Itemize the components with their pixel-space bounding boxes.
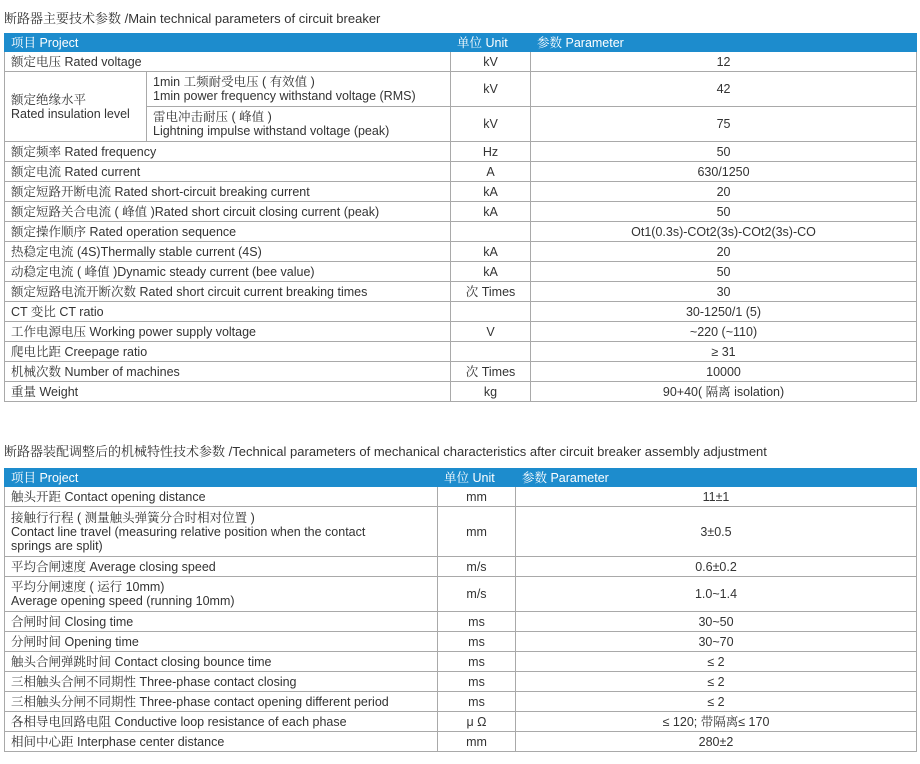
row-parameter: 11±1 (516, 487, 917, 507)
row-unit (451, 342, 531, 362)
table2-title: 断路器装配调整后的机械特性技术参数 /Technical parameters of mechanical characteristics after circuit breaker assembly adjustment (4, 444, 767, 459)
table-row (5, 612, 917, 632)
row-unit: kV (451, 52, 531, 72)
row-unit (451, 222, 531, 242)
row-unit: 次 Times (451, 362, 531, 382)
row-parameter: ≤ 2 (516, 672, 917, 692)
row-parameter: 3±0.5 (516, 507, 917, 557)
row-parameter: 630/1250 (531, 162, 917, 182)
row-unit: ms (438, 612, 516, 632)
row-parameter: 42 (531, 72, 917, 107)
sub-project-line1: 雷电冲击耐压 ( 峰值 ) (153, 110, 272, 124)
row-project: 额定短路电流开断次数 Rated short circuit current breaking times (5, 282, 451, 302)
table-row (5, 362, 917, 382)
insulation-level-cn: 额定绝缘水平 (11, 92, 87, 107)
header-parameter: 参数 Parameter (516, 469, 917, 487)
row-parameter: 10000 (531, 362, 917, 382)
row-project: 触头合闸弹跳时间 Contact closing bounce time (5, 652, 438, 672)
main-parameters-table (4, 33, 917, 402)
row-project: 重量 Weight (5, 382, 451, 402)
table-row (5, 382, 917, 402)
table-row (5, 52, 917, 72)
row-project: 爬电比距 Creepage ratio (5, 342, 451, 362)
table-row (5, 507, 917, 557)
insulation-level-en: Rated insulation level (11, 106, 130, 121)
table1-header-row (5, 34, 917, 52)
row-unit (451, 302, 531, 322)
row-project-line1: 平均分闸速度 ( 运行 10mm) (11, 580, 165, 594)
row-parameter: 1.0~1.4 (516, 577, 917, 612)
row-parameter: 20 (531, 242, 917, 262)
header-project: 项目 Project (5, 34, 451, 52)
row-unit: m/s (438, 577, 516, 612)
row-project: 分闸时间 Opening time (5, 632, 438, 652)
row-project: 动稳定电流 ( 峰值 )Dynamic steady current (bee value) (5, 262, 451, 282)
row-unit: kA (451, 202, 531, 222)
row-project: 三相触头合闸不同期性 Three-phase contact closing (5, 672, 438, 692)
row-project: 相间中心距 Interphase center distance (5, 732, 438, 752)
row-parameter: 90+40( 隔离 isolation) (531, 382, 917, 402)
row-unit: A (451, 162, 531, 182)
row-parameter: 30 (531, 282, 917, 302)
row-parameter: 50 (531, 202, 917, 222)
row-project: 额定电流 Rated current (5, 162, 451, 182)
table-row (5, 242, 917, 262)
row-parameter: 0.6±0.2 (516, 557, 917, 577)
table-row (5, 732, 917, 752)
table-row (5, 692, 917, 712)
row-parameter: 280±2 (516, 732, 917, 752)
row-unit: m/s (438, 557, 516, 577)
mechanical-parameters-table (4, 468, 917, 752)
row-project: 各相导电回路电阻 Conductive loop resistance of each phase (5, 712, 438, 732)
sub-project-cell (147, 72, 451, 107)
row-unit: mm (438, 487, 516, 507)
row-parameter: 75 (531, 107, 917, 142)
header-parameter: 参数 Parameter (531, 34, 917, 52)
header-unit: 单位 Unit (438, 469, 516, 487)
row-unit: kg (451, 382, 531, 402)
row-unit: 次 Times (451, 282, 531, 302)
row-unit: kV (451, 107, 531, 142)
row-project: 三相触头分闸不同期性 Three-phase contact opening different period (5, 692, 438, 712)
row-unit: kV (451, 72, 531, 107)
table-row (5, 652, 917, 672)
row-parameter: 30~70 (516, 632, 917, 652)
row-project: 额定频率 Rated frequency (5, 142, 451, 162)
row-parameter: 50 (531, 142, 917, 162)
row-parameter: 12 (531, 52, 917, 72)
row-project: CT 变比 CT ratio (5, 302, 451, 322)
row-project: 额定短路开断电流 Rated short-circuit breaking current (5, 182, 451, 202)
row-project-line2: Average opening speed (running 10mm) (11, 594, 235, 608)
row-unit: ms (438, 632, 516, 652)
sub-project-line2: 1min power frequency withstand voltage (RMS) (153, 89, 416, 103)
table-row (5, 182, 917, 202)
table-row (5, 202, 917, 222)
row-unit: Hz (451, 142, 531, 162)
sub-project-line1: 1min 工频耐受电压 ( 有效值 ) (153, 75, 315, 89)
row-project-line1: 接触行行程 ( 测量触头弹簧分合时相对位置 ) (11, 510, 255, 525)
row-project-line3: springs are split) (11, 538, 103, 553)
row-unit: V (451, 322, 531, 342)
row-project: 额定操作顺序 Rated operation sequence (5, 222, 451, 242)
row-project: 平均合闸速度 Average closing speed (5, 557, 438, 577)
row-parameter: Ot1(0.3s)-COt2(3s)-COt2(3s)-CO (531, 222, 917, 242)
table-row (5, 322, 917, 342)
row-parameter: 30-1250/1 (5) (531, 302, 917, 322)
row-unit: ms (438, 692, 516, 712)
row-parameter: ≤ 120; 带隔离≤ 170 (516, 712, 917, 732)
row-project: 触头开距 Contact opening distance (5, 487, 438, 507)
row-parameter: ≤ 2 (516, 692, 917, 712)
row-parameter: 50 (531, 262, 917, 282)
row-unit: kA (451, 262, 531, 282)
row-project: 工作电源电压 Working power supply voltage (5, 322, 451, 342)
row-unit: ms (438, 672, 516, 692)
row-parameter: 30~50 (516, 612, 917, 632)
sub-project-line2: Lightning impulse withstand voltage (peak) (153, 124, 390, 138)
table-row (5, 487, 917, 507)
header-project: 项目 Project (5, 469, 438, 487)
table-row (5, 342, 917, 362)
row-unit: kA (451, 242, 531, 262)
table-row (5, 577, 917, 612)
row-project: 额定短路关合电流 ( 峰值 )Rated short circuit closing current (peak) (5, 202, 451, 222)
row-parameter: ~220 (~110) (531, 322, 917, 342)
row-parameter: ≥ 31 (531, 342, 917, 362)
header-unit: 单位 Unit (451, 34, 531, 52)
insulation-level-cell (5, 72, 147, 142)
row-unit: mm (438, 507, 516, 557)
table-row (5, 712, 917, 732)
row-project (5, 577, 438, 612)
table-row (5, 262, 917, 282)
row-project: 机械次数 Number of machines (5, 362, 451, 382)
sub-project-cell (147, 107, 451, 142)
row-project: 额定电压 Rated voltage (5, 52, 451, 72)
table-row (5, 72, 917, 107)
table-row (5, 222, 917, 242)
row-unit: μ Ω (438, 712, 516, 732)
table2-header-row (5, 469, 917, 487)
row-project: 合闸时间 Closing time (5, 612, 438, 632)
row-unit: mm (438, 732, 516, 752)
row-unit: ms (438, 652, 516, 672)
table-row (5, 282, 917, 302)
table-row (5, 302, 917, 322)
row-project (5, 507, 438, 557)
table-row (5, 162, 917, 182)
table-row (5, 632, 917, 652)
table-row (5, 557, 917, 577)
row-project: 热稳定电流 (4S)Thermally stable current (4S) (5, 242, 451, 262)
table1-title: 断路器主要技术参数 /Main technical parameters of circuit breaker (4, 11, 381, 26)
row-unit: kA (451, 182, 531, 202)
row-parameter: 20 (531, 182, 917, 202)
row-project-line2: Contact line travel (measuring relative position when the contact (11, 524, 366, 539)
table-row (5, 142, 917, 162)
row-parameter: ≤ 2 (516, 652, 917, 672)
table-row (5, 672, 917, 692)
